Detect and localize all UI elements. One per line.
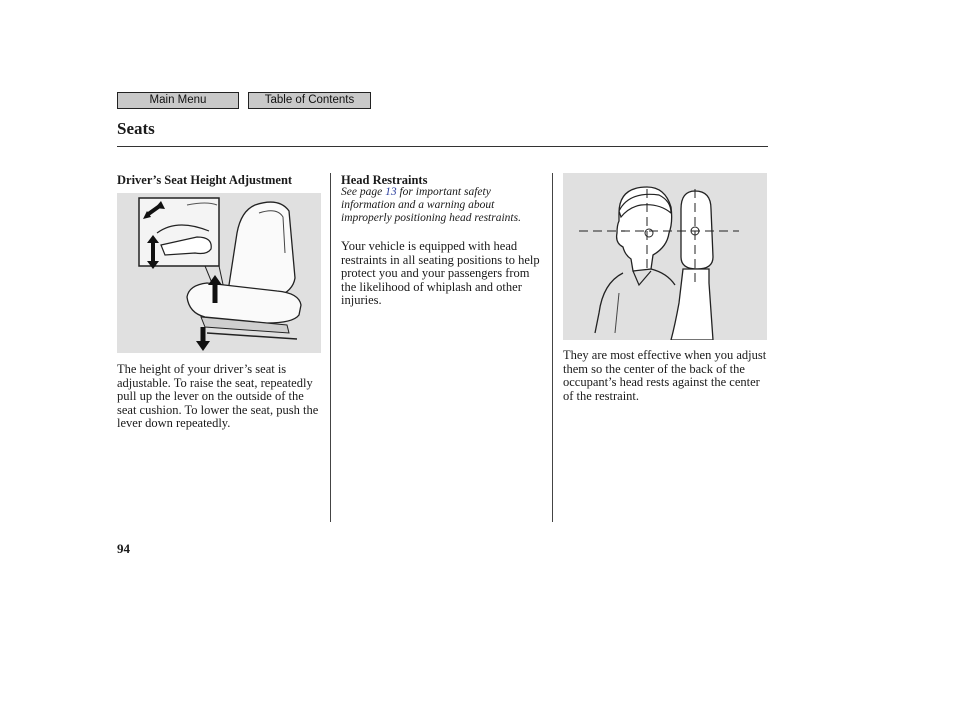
effectiveness-body: They are most effective when you adjust them so the center of the back of the occupant’s head rests against the center of the restraint.: [563, 348, 767, 403]
note-prefix: See page: [341, 186, 386, 198]
seat-height-heading: Driver’s Seat Height Adjustment: [117, 173, 293, 187]
page-number: 94: [117, 541, 130, 556]
head-restraints-heading: Head Restraints: [341, 173, 428, 187]
note-suffix: for important safety information and a warning about improperly positioning head restraints.: [341, 186, 521, 224]
page-13-link[interactable]: 13: [385, 186, 397, 198]
section-title: Seats: [117, 119, 155, 138]
safety-note: [341, 186, 546, 225]
seat-illustration: [117, 193, 321, 353]
head-restraint-illustration: [563, 173, 767, 340]
head-restraint-figure: [563, 173, 767, 340]
seat-height-body: The height of your driver’s seat is adjustable. To raise the seat, repeatedly pull up the lever on the outside of the seat cushion. To lower the seat, push the lever down repeatedly.: [117, 362, 319, 431]
table-of-contents-button[interactable]: Table of Contents: [248, 92, 371, 109]
column-divider-right: [552, 173, 553, 522]
seat-height-figure: [117, 193, 321, 353]
head-restraints-body: Your vehicle is equipped with head restraints in all seating positions to help protect you and your passengers from the likelihood of whiplash and other injuries.: [341, 239, 540, 308]
column-divider-left: [330, 173, 331, 522]
title-divider: [117, 146, 768, 147]
main-menu-button[interactable]: Main Menu: [117, 92, 239, 109]
